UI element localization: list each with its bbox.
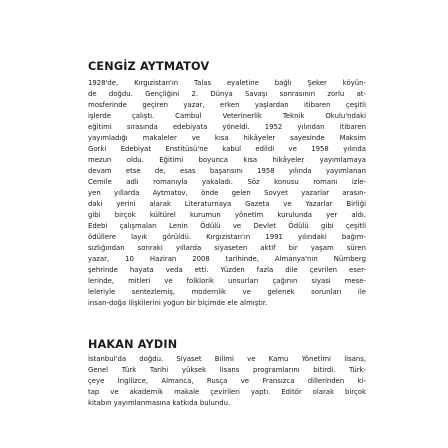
bio-line: çeye İngilizce, Almanca, Rusça ve Fransızca dillerinden ki- (88, 377, 366, 385)
author-name-cengiz-aytmatov: CENGİZ AYTMATOV (88, 60, 210, 73)
author-bio-cengiz-aytmatov (88, 78, 366, 309)
bio-line: insan-doğa ilişkilerini yoğun bir biçimde ele almıştır. (88, 299, 268, 307)
bio-line: leleriyle sentezlemiş, modernlik ve gelenek sorunları ile (88, 288, 366, 296)
bio-line: mezun oldu. Eğitimi boyunca kısa hikâyeler yayımlamaya (88, 156, 366, 164)
bio-line: Cemile adlı romanıyla yakaladı. Söz konusu romanı izle- (88, 178, 366, 186)
bio-line: kitabın yayımlanmasına katkıda bulundu. (88, 399, 231, 407)
bio-line: daki yerini alarak Literaturnaya Gazeta ve Yazarlar Birliği (88, 200, 366, 208)
bio-line: mosferinde geçiren yazar, erken yaşlardan itibaren çeşitli (88, 101, 366, 109)
bio-line: sızlığından sonraki yıllarda siyaseten aktif bir yaşam süren (88, 244, 366, 252)
bio-line: eğitimi sırasında edebiyata yöneldi. 1952 yılından itibaren (88, 123, 366, 131)
bio-line: işlerde çalıştı. Cambul Veterinerlik Teknik Okulu'ndaki (88, 112, 366, 120)
bio-line: de doğdu. Gençliğini 2. Dünya Savaşı sonrasının zorlu at- (88, 90, 366, 98)
bio-line: Gorki Edebiyat Enstitüsü'ne kabul edildi ve 1958 yılında (88, 145, 366, 153)
bio-line: gibi birçok kültürel kurumun yönetim kurulunda yer aldı. (88, 211, 366, 219)
bio-line: tap ve akademik makale çevirileri yaptı. Editör olarak birçok (88, 388, 366, 396)
bio-line: lerinde, mitleri ve folklorik unsurları çağının siyasi mese- (88, 277, 366, 285)
bio-line: İstanbul'da doğdu. Siyaset Bilimi ve Kamu Yönetimi lisans, (88, 355, 366, 363)
bio-line: ödüllere layık görüldü. Kırgızistan'ın 1991 yılındaki bağım- (88, 233, 366, 241)
bio-line: yen yıllarda Aytmatov, önde gelen Sovyet yazarlar arasın- (88, 189, 366, 197)
bio-line: devam etse de, esas başarısını 1958 yılında yayımlanan (88, 167, 366, 175)
author-bio-hakan-aydin (88, 354, 366, 409)
bio-line: 1928'de, Kırgızistan'ın Talas eyaletine bağlı Şeker köyün- (88, 79, 366, 87)
bio-line: yayımladığı makaleler ve kısa hikâyeler sayesinde Maksim (88, 134, 366, 142)
bio-line: şehrinde hayata veda etti. Yüzden fazla dile çevrilen eser- (88, 266, 366, 274)
bio-line: Edebi çalışmaları Lenin Ödülü ve Devlet Ödülü gibi çeşitli (88, 222, 366, 230)
bio-line: yazar, 10 Haziran 2008 tarihinde, Almanya'nın Nürnberg (88, 255, 366, 263)
bio-line: Genel Türk Tarihi yüksek lisans programlarını bitirdi. Türk- (88, 366, 366, 374)
author-name-hakan-aydin: HAKAN AYDIN (88, 338, 178, 351)
